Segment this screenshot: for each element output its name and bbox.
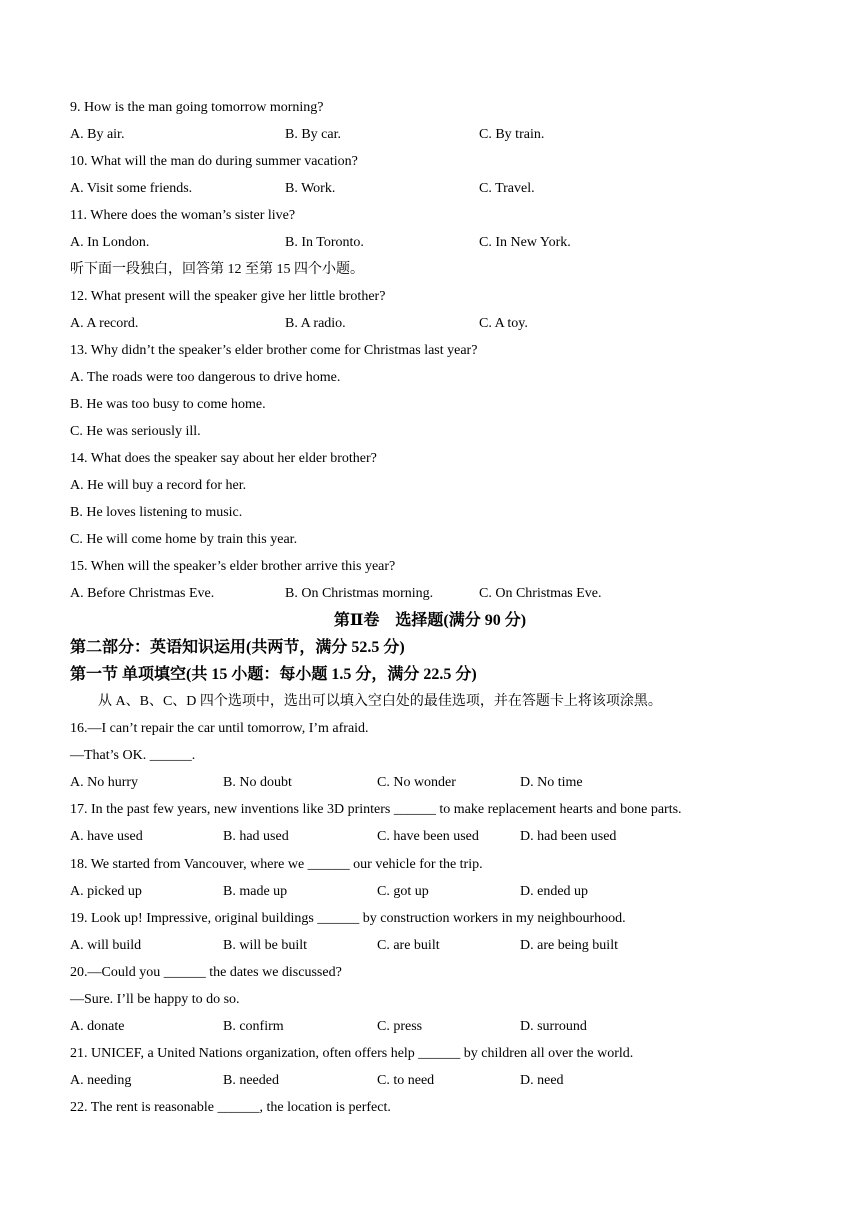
option-b: B. will be built (223, 938, 307, 953)
option-a: A. picked up (70, 884, 142, 899)
option-c: C. are built (377, 938, 440, 953)
question-20-stem: 20.—Could you ______ the dates we discussed? (70, 965, 342, 980)
volume-title: 第Ⅱ卷 选择题(满分 90 分) (333, 612, 527, 629)
question-13-stem: 13. Why didn’t the speaker’s elder brother come for Christmas last year? (70, 343, 478, 358)
question-21-options (70, 1071, 790, 1091)
option-b: B. needed (223, 1073, 279, 1088)
question-12-options (70, 314, 790, 334)
question-11-options (70, 233, 790, 253)
option-b: B. Work. (285, 181, 336, 196)
option-a: A. A record. (70, 316, 139, 331)
part-title: 第二部分：英语知识运用(共两节，满分 52.5 分) (70, 639, 405, 656)
option-b: B. confirm (223, 1019, 284, 1034)
option-c: C. By train. (479, 127, 545, 142)
option-d: D. are being built (520, 938, 618, 953)
option-d: D. No time (520, 775, 583, 790)
question-18-stem: 18. We started from Vancouver, where we ______ our vehicle for the trip. (70, 857, 483, 872)
question-14-option-c: C. He will come home by train this year. (70, 532, 298, 547)
option-c: C. Travel. (479, 181, 535, 196)
question-14-stem: 14. What does the speaker say about her elder brother? (70, 451, 377, 466)
question-19-options (70, 936, 790, 956)
section-title: 第一节 单项填空(共 15 小题：每小题 1.5 分，满分 22.5 分) (70, 666, 477, 683)
option-d: D. had been used (520, 829, 617, 844)
option-d: D. ended up (520, 884, 589, 899)
question-13-option-c: C. He was seriously ill. (70, 424, 201, 439)
option-c: C. to need (377, 1073, 435, 1088)
option-d: D. need (520, 1073, 564, 1088)
question-13-option-b: B. He was too busy to come home. (70, 397, 266, 412)
option-b: B. In Toronto. (285, 235, 364, 250)
question-20-reply: —Sure. I’ll be happy to do so. (70, 992, 240, 1007)
monologue-instruction: 听下面一段独白，回答第 12 至第 15 四个小题。 (70, 262, 364, 277)
question-22-stem: 22. The rent is reasonable ______, the location is perfect. (70, 1100, 391, 1115)
option-b: B. On Christmas morning. (285, 586, 434, 601)
question-10-stem: 10. What will the man do during summer vacation? (70, 154, 358, 169)
option-b: B. A radio. (285, 316, 346, 331)
question-16-stem: 16.—I can’t repair the car until tomorrow, I’m afraid. (70, 721, 369, 736)
option-d: D. surround (520, 1019, 587, 1034)
option-a: A. donate (70, 1019, 125, 1034)
question-19-stem: 19. Look up! Impressive, original buildings ______ by construction workers in my neighbourhood. (70, 911, 626, 926)
question-20-options (70, 1017, 790, 1037)
question-10-options (70, 179, 790, 199)
option-c: C. In New York. (479, 235, 571, 250)
question-15-options (70, 584, 790, 604)
question-14-option-a: A. He will buy a record for her. (70, 478, 247, 493)
question-16-options (70, 773, 790, 793)
question-17-options (70, 827, 790, 847)
option-a: A. have used (70, 829, 143, 844)
option-a: A. will build (70, 938, 142, 953)
option-b: B. had used (223, 829, 289, 844)
question-9-options (70, 125, 790, 145)
option-c: C. got up (377, 884, 429, 899)
question-18-options (70, 882, 790, 902)
question-15-stem: 15. When will the speaker’s elder brother arrive this year? (70, 559, 396, 574)
option-c: C. On Christmas Eve. (479, 586, 602, 601)
section-instruction: 从 A、B、C、D 四个选项中，选出可以填入空白处的最佳选项，并在答题卡上将该项涂黑。 (98, 694, 662, 709)
option-b: B. By car. (285, 127, 341, 142)
option-c: C. press (377, 1019, 423, 1034)
option-b: B. made up (223, 884, 288, 899)
question-9-stem: 9. How is the man going tomorrow morning? (70, 100, 324, 115)
option-c: C. have been used (377, 829, 479, 844)
question-17-stem: 17. In the past few years, new inventions like 3D printers ______ to make replacement hearts and bone parts. (70, 802, 682, 817)
question-16-reply: —That’s OK. ______. (70, 748, 196, 763)
option-a: A. In London. (70, 235, 150, 250)
option-c: C. No wonder (377, 775, 456, 790)
option-a: A. Visit some friends. (70, 181, 193, 196)
option-a: A. By air. (70, 127, 125, 142)
option-a: A. needing (70, 1073, 132, 1088)
option-c: C. A toy. (479, 316, 528, 331)
option-b: B. No doubt (223, 775, 292, 790)
question-11-stem: 11. Where does the woman’s sister live? (70, 208, 296, 223)
option-a: A. Before Christmas Eve. (70, 586, 215, 601)
question-13-option-a: A. The roads were too dangerous to drive home. (70, 370, 341, 385)
option-a: A. No hurry (70, 775, 139, 790)
question-14-option-b: B. He loves listening to music. (70, 505, 243, 520)
question-21-stem: 21. UNICEF, a United Nations organization, often offers help ______ by children all over the world. (70, 1046, 634, 1061)
question-12-stem: 12. What present will the speaker give her little brother? (70, 289, 386, 304)
